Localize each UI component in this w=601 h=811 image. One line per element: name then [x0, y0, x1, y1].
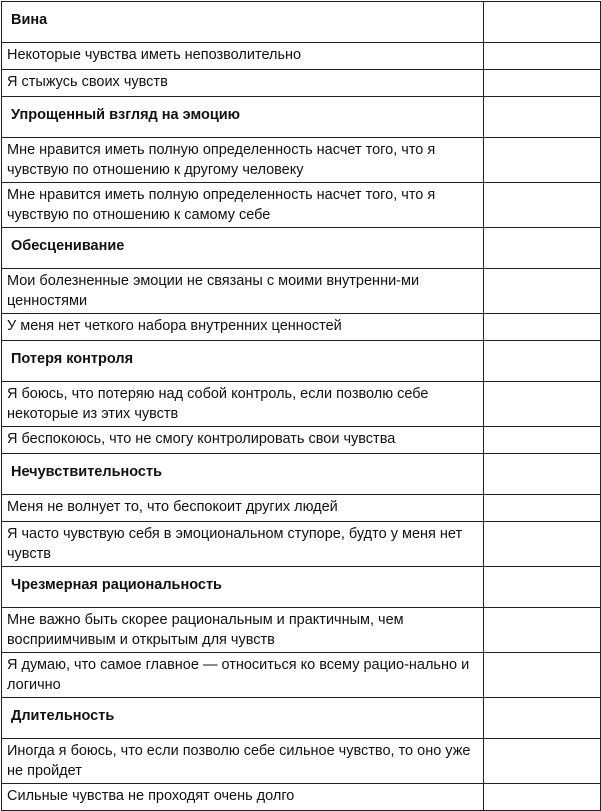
- score-cell[interactable]: [484, 314, 601, 341]
- statement-row: [2, 138, 601, 183]
- statement-row: [2, 314, 601, 341]
- belief-table: [1, 1, 601, 811]
- statement-row: [2, 522, 601, 567]
- statement-text: Некоторые чувства иметь непозволительно: [2, 43, 484, 70]
- statement-row: [2, 382, 601, 427]
- score-cell[interactable]: [484, 382, 601, 427]
- section-row-devaluation: [2, 228, 601, 269]
- score-cell[interactable]: [484, 70, 601, 97]
- score-cell[interactable]: [484, 2, 601, 43]
- section-row-simplistic-view: [2, 97, 601, 138]
- score-cell[interactable]: [484, 495, 601, 522]
- statement-text: Я часто чувствую себя в эмоциональном ступоре, будто у меня нет чувств: [2, 522, 484, 567]
- section-title: Нечувствительность: [2, 454, 484, 495]
- score-cell[interactable]: [484, 341, 601, 382]
- statement-row: [2, 608, 601, 653]
- score-cell[interactable]: [484, 138, 601, 183]
- statement-text: Я думаю, что самое главное — относиться ко всему рацио-нально и логично: [2, 653, 484, 698]
- section-row-numbness: [2, 454, 601, 495]
- section-title: Чрезмерная рациональность: [2, 567, 484, 608]
- statement-text: Мне нравится иметь полную определенность насчет того, что я чувствую по отношению к другому человеку: [2, 138, 484, 183]
- statement-text: Мне нравится иметь полную определенность насчет того, что я чувствую по отношению к самому себе: [2, 183, 484, 228]
- statement-text: Мои болезненные эмоции не связаны с моими внутренни-ми ценностями: [2, 269, 484, 314]
- statement-row: [2, 269, 601, 314]
- statement-text: Я беспокоюсь, что не смогу контролировать свои чувства: [2, 427, 484, 454]
- score-cell[interactable]: [484, 43, 601, 70]
- section-title: Вина: [2, 2, 484, 43]
- score-cell[interactable]: [484, 567, 601, 608]
- statement-text: Иногда я боюсь, что если позволю себе сильное чувство, то оно уже не пройдет: [2, 739, 484, 784]
- statement-row: [2, 653, 601, 698]
- section-title: Длительность: [2, 698, 484, 739]
- section-row-over-rationality: [2, 567, 601, 608]
- statement-text: Я боюсь, что потеряю над собой контроль, если позволю себе некоторые из этих чувств: [2, 382, 484, 427]
- statement-row: [2, 70, 601, 97]
- score-cell[interactable]: [484, 608, 601, 653]
- score-cell[interactable]: [484, 653, 601, 698]
- statement-text: Сильные чувства не проходят очень долго: [2, 784, 484, 811]
- score-cell[interactable]: [484, 522, 601, 567]
- section-row-loss-of-control: [2, 341, 601, 382]
- statement-text: Меня не волнует то, что беспокоит других людей: [2, 495, 484, 522]
- score-cell[interactable]: [484, 269, 601, 314]
- statement-row: [2, 495, 601, 522]
- score-cell[interactable]: [484, 183, 601, 228]
- score-cell[interactable]: [484, 698, 601, 739]
- statement-text: Я стыжусь своих чувств: [2, 70, 484, 97]
- section-title: Потеря контроля: [2, 341, 484, 382]
- statement-row: [2, 183, 601, 228]
- score-cell[interactable]: [484, 228, 601, 269]
- score-cell[interactable]: [484, 97, 601, 138]
- score-cell[interactable]: [484, 739, 601, 784]
- statement-row: [2, 739, 601, 784]
- section-title: Обесценивание: [2, 228, 484, 269]
- section-title: Упрощенный взгляд на эмоцию: [2, 97, 484, 138]
- section-row-guilt: [2, 2, 601, 43]
- statement-text: У меня нет четкого набора внутренних ценностей: [2, 314, 484, 341]
- statement-row: [2, 43, 601, 70]
- score-cell[interactable]: [484, 427, 601, 454]
- score-cell[interactable]: [484, 784, 601, 811]
- statement-row: [2, 427, 601, 454]
- statement-row: [2, 784, 601, 811]
- section-row-duration: [2, 698, 601, 739]
- score-cell[interactable]: [484, 454, 601, 495]
- statement-text: Мне важно быть скорее рациональным и практичным, чем восприимчивым и открытым для чувств: [2, 608, 484, 653]
